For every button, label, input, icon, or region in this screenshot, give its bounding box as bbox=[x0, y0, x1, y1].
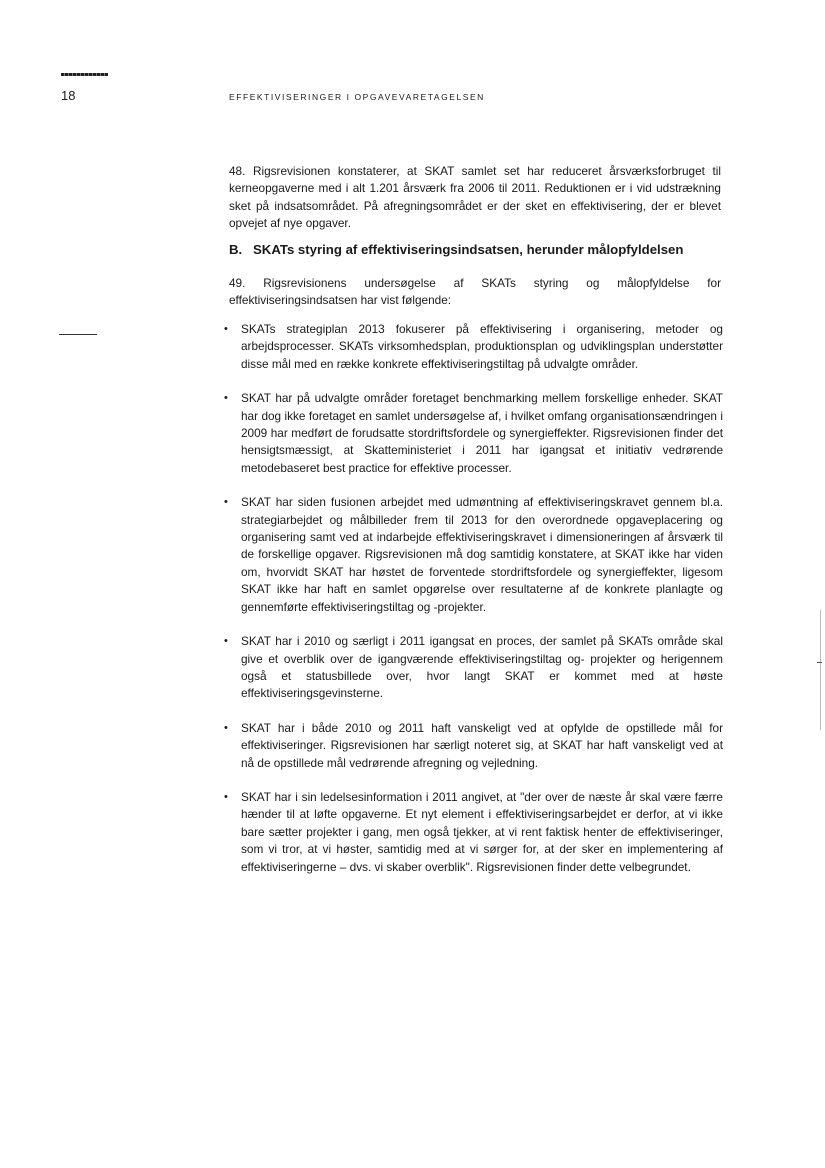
bullet-item bbox=[224, 789, 723, 876]
running-head-title: EFFEKTIVISERINGER I OPGAVEVARETAGELSEN bbox=[229, 92, 485, 102]
bullet-item bbox=[224, 390, 723, 477]
bullet-dot-icon: • bbox=[224, 635, 228, 648]
bullet-dot-icon: • bbox=[224, 392, 228, 405]
bullet-dot-icon: • bbox=[224, 790, 228, 803]
section-letter: B. bbox=[229, 242, 243, 257]
bullet-item bbox=[224, 494, 723, 616]
scan-edge-line bbox=[820, 610, 821, 730]
bullet-item bbox=[224, 321, 723, 373]
section-title: SKATs styring af effektiviseringsindsatsen, herunder målopfyldelsen bbox=[253, 242, 684, 257]
bullet-text: SKAT har i både 2010 og 2011 haft vanskeligt ved at opfylde de opstillede mål for effektiviseringer. Rigsrevisionen har særligt noteret sig, at SKAT har haft vanskeligt ved at nå de opstillede mål vedrørende afregning og vejledning. bbox=[241, 720, 723, 770]
findings-bullet-list bbox=[224, 321, 723, 876]
bullet-dot-icon: • bbox=[224, 496, 228, 509]
paragraph-48: 48. Rigsrevisionen konstaterer, at SKAT samlet set har reduceret årsværksforbruget til kerneopgaverne med i alt 1.201 årsværk fra 2006 til 2011. Reduktionen er i vid udstrækning sket på indsatsområdet. På afregningsområdet er der sket en effektivisering, der er blevet opvejet af nye opgaver. bbox=[229, 164, 721, 231]
bullet-dot-icon: • bbox=[224, 323, 228, 335]
bullet-item bbox=[224, 720, 723, 772]
paragraph-49: 49. Rigsrevisionens undersøgelse af SKATs styring og målopfyldelse for effektiviseringsindsatsen har vist følgende: bbox=[229, 276, 721, 308]
header-decorative-mark bbox=[61, 73, 108, 76]
bullet-text: SKAT har siden fusionen arbejdet med udmøntning af effektiviseringskravet gennem bl.a. strategiarbejdet og målbilleder frem til 2013 for den overordnede opgaveplacering og organisering samt ved at indarbejde effektiviseringskravet i dimensioneringen af årsværk til de forskellige opgaver. Rigsrevisionen må dog samtidig konstatere, at SKAT ikke har viden om, hvorvidt SKAT har høstet de forventede stordriftsfordele og synergieffekter, ligesom SKAT ikke har haft en samlet opgørelse over resultaterne af de konkrete planlagte og gennemførte effektiviseringstiltag og -projekter. bbox=[241, 495, 723, 614]
bullet-text: SKAT har i 2010 og særligt i 2011 igangsat en proces, der samlet på SKATs område skal give et overblik over de igangværende effektiviseringstiltag og- projekter og herigennem også et statusbillede over, hvor langt SKAT er kommet med at høste effektiviseringsgevinsterne. bbox=[241, 634, 723, 701]
section-heading bbox=[229, 241, 729, 258]
bullet-text: SKAT har i sin ledelsesinformation i 2011 angivet, at "der over de næste år skal være færre hænder til at løfte opgaverne. Et nyt element i effektiviseringsarbejdet er derfor, at vi ikke bare sætter projekter i gang, men også tjekker, at vi rent faktisk henter de effektiviseringer, som vi tror, at vi høster, samtidig med at vi sørger for, at der sker en implementering af effektiviseringerne – dvs. vi skaber overblik". Rigsrevisionen finder dette velbegrundet. bbox=[241, 789, 723, 874]
bullet-text: SKATs strategiplan 2013 fokuserer på effektivisering i organisering, metoder og arbejdsprocesser. SKATs virksomhedsplan, produktionsplan og udviklingsplan understøtter disse mål med en række konkrete effektiviseringstiltag på udvalgte områder. bbox=[241, 322, 723, 371]
scan-edge-mark bbox=[817, 662, 822, 663]
page-number: 18 bbox=[61, 88, 76, 103]
margin-rule bbox=[59, 334, 97, 335]
bullet-text: SKAT har på udvalgte områder foretaget benchmarking mellem forskellige enheder. SKAT har dog ikke foretaget en samlet undersøgelse af, i hvilket omfang organisationsændringen i 2009 har medført de forudsatte stordriftsfordele og synergieffekter. Rigsrevisionen finder det hensigtsmæssigt, at Skatteministeriet i 2011 har igangsat et initiativ vedrørende metodebaseret best practice for effektive processer. bbox=[241, 391, 723, 475]
bullet-dot-icon: • bbox=[224, 721, 228, 734]
bullet-item bbox=[224, 633, 723, 703]
